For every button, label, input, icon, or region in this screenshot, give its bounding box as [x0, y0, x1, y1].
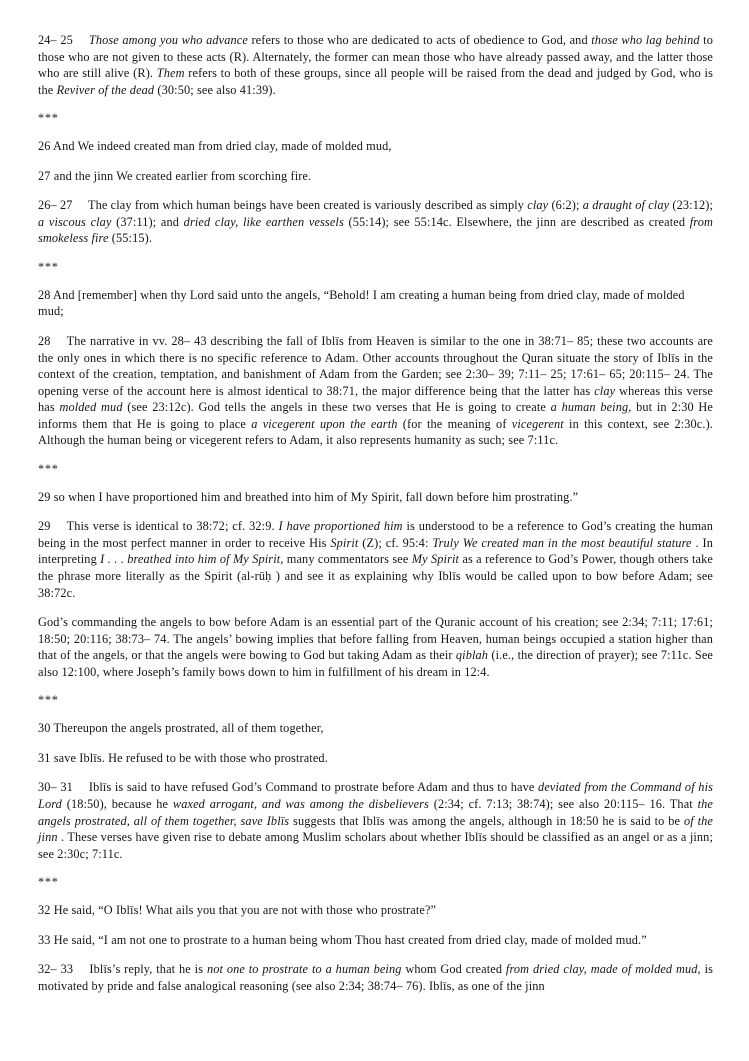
- commentary-paragraph: [38, 961, 713, 994]
- body-text: 33 He said, “I am not one to prostrate to a human being whom Thou hast created from dried clay, made of molded mud.”: [38, 932, 647, 947]
- verse-translation: [38, 138, 713, 155]
- verse-translation: [38, 902, 713, 919]
- body-text: (55:14); see 55:14c. Elsewhere, the jinn are described as created: [343, 214, 690, 229]
- commentary-verse-label: 29: [38, 519, 67, 534]
- body-text: (i.e., the direction of prayer); see 7:11c. See also 12:100, where Joseph’s family bows down to him in fulfillment of his dream in 12:4.: [38, 648, 713, 679]
- body-text: (30:50; see also 41:39).: [154, 82, 276, 97]
- quoted-phrase: of the jinn: [38, 813, 714, 845]
- commentary-verse-label: 28: [38, 334, 67, 349]
- section-separator: ***: [38, 875, 59, 890]
- commentary-verse-label: 30– 31: [38, 780, 89, 795]
- body-text: (2:34; cf. 7:13; 38:74); see also 20:115– 16. That: [428, 796, 698, 811]
- quoted-phrase: Those among you who advance: [88, 33, 248, 47]
- verse-translation: [38, 750, 713, 767]
- commentary-paragraph: [38, 518, 713, 601]
- section-separator: ***: [38, 111, 59, 126]
- body-text: The clay from which human beings have been created is variously described as simply: [87, 198, 528, 213]
- commentary-paragraph: [38, 779, 713, 862]
- quoted-phrase: a human being,: [550, 400, 632, 415]
- body-text: (for the meaning of: [397, 416, 512, 431]
- quoted-phrase: clay: [527, 198, 549, 213]
- body-text: many commentators see: [283, 552, 412, 567]
- commentary-verse-label: 24– 25: [38, 33, 89, 47]
- body-text: The narrative in vv. 28– 43 describing the fall of Iblīs from Heaven is similar to the one in 38:71– 85; these two accounts are the only ones in which there is no specific reference to Adam. Other accounts throughout the Quran situate the story of Iblīs in the context of the creation, temptation, and banishment of Adam from the Garden; see 2:30– 39; 7:11– 25; 17:61– 65; 20:115– 24. The opening verse of the account here is almost identical to 38:71, the major difference being that the latter has: [38, 334, 713, 398]
- quoted-phrase: clay: [594, 383, 616, 398]
- commentary-paragraph: [38, 614, 713, 680]
- verse-translation: [38, 489, 713, 506]
- verse-translation: [38, 287, 713, 320]
- quoted-phrase: dried clay, like earthen vessels: [183, 214, 344, 229]
- quoted-phrase: not one to prostrate to a human being: [206, 962, 402, 977]
- verse-translation: [38, 168, 713, 185]
- body-text: as a reference to God’s Power, though others take the phrase more literally as the Spirit (al-rūḥ ) and see it as explaining why Iblīs would be called upon to bow before Adam; see 38:72c.: [38, 552, 713, 600]
- commentary-paragraph: [38, 197, 713, 247]
- body-text: God’s commanding the angels to bow before Adam is an essential part of the Quranic account of his creation; see 2:34; 7:11; 17:61; 18:50; 20:116; 38:73– 74. The angels’ bowing implies that before falling from Heaven, human beings occupied a station higher than that of the angels, or that the angels were bowing to God but taking Adam as their: [38, 615, 713, 663]
- body-text: 29 so when I have proportioned him and breathed into him of My Spirit, fall down before him prostrating.”: [38, 489, 579, 504]
- commentary-verse-label: 26– 27: [38, 198, 88, 213]
- quoted-phrase: Them: [156, 66, 185, 81]
- quoted-phrase: I have proportioned him: [278, 519, 403, 534]
- body-text: to those who are not given to these acts (R). Alternately, the former can mean those who have already passed away, and the latter those who are still alive (R).: [38, 33, 713, 81]
- quoted-phrase: deviated from the Command of his Lord: [38, 780, 714, 811]
- body-text: refers to both of these groups, since all people will be raised from the dead and judged by God, who is the: [38, 66, 713, 97]
- quoted-phrase: those who lag behind: [591, 33, 700, 47]
- commentary-paragraph: [38, 333, 713, 449]
- quoted-phrase: from dried clay, made of molded mud,: [505, 962, 701, 977]
- body-text: (6:2);: [548, 198, 583, 213]
- body-text: but in 2:30 He informs them that He is going to place: [38, 400, 713, 431]
- body-text: This verse is identical to 38:72; cf. 32:9.: [66, 519, 279, 534]
- quoted-phrase: Spirit: [330, 535, 359, 550]
- quoted-phrase: vicegerent: [511, 416, 564, 431]
- body-text: 27 and the jinn We created earlier from scorching fire.: [38, 168, 312, 183]
- body-text: is motivated by pride and false analogical reasoning (see also 2:34; 38:74– 76). Iblīs, as one of the jinn: [38, 962, 714, 993]
- quoted-phrase: waxed arrogant, and was among the disbelievers: [172, 796, 429, 811]
- body-text: 26 And We indeed created man from dried clay, made of molded mud,: [38, 139, 392, 154]
- body-text: (Z); cf. 95:4:: [358, 535, 433, 550]
- body-text: . In interpreting: [38, 535, 713, 567]
- quoted-phrase: Reviver of the dead: [56, 82, 155, 97]
- body-text: . These verses have given rise to debate among Muslim scholars about whether Iblīs should be classified as an angel or as a jinn; see 2:30c; 7:11c.: [38, 830, 713, 861]
- verse-translation: [38, 720, 713, 737]
- body-text: suggests that Iblīs was among the angels, although in 18:50 he is said to be: [289, 813, 684, 828]
- body-text: 30 Thereupon the angels prostrated, all of them together,: [38, 721, 324, 736]
- body-text: 31 save Iblīs. He refused to be with those who prostrated.: [38, 750, 328, 765]
- body-text: is understood to be a reference to God’s creating the human being in the most perfect manner in order to receive His: [38, 519, 713, 550]
- body-text: whom God created: [401, 962, 506, 977]
- quoted-phrase: a viscous clay: [38, 214, 112, 229]
- quoted-phrase: a vicegerent upon the earth: [251, 416, 398, 431]
- quoted-phrase: from smokeless fire: [38, 214, 713, 246]
- body-text: Iblīs’s reply, that he is: [89, 962, 207, 977]
- quoted-phrase: I . . . breathed into him of My Spirit,: [100, 552, 284, 567]
- page-content: [38, 32, 713, 994]
- section-separator: ***: [38, 461, 59, 476]
- body-text: refers to those who are dedicated to acts of obedience to God, and: [247, 33, 592, 47]
- body-text: (18:50), because he: [61, 796, 173, 811]
- body-text: (37:11); and: [111, 214, 184, 229]
- body-text: 28 And [remember] when thy Lord said unto the angels, “Behold! I am creating a human being from dried clay, made of molded mud;: [38, 287, 685, 319]
- body-text: (55:15).: [108, 231, 153, 246]
- body-text: in this context, see 2:30c.). Although the human being or vicegerent refers to Adam, it also represents humanity as such; see 7:11c.: [38, 416, 713, 448]
- body-text: 32 He said, “O Iblīs! What ails you that you are not with those who prostrate?”: [38, 903, 437, 918]
- body-text: (23:12);: [669, 198, 713, 213]
- body-text: (see 23:12c). God tells the angels in these two verses that He is going to create: [122, 400, 551, 415]
- commentary-verse-label: 32– 33: [38, 962, 90, 977]
- quoted-phrase: Truly We created man in the most beautiful stature: [432, 535, 692, 550]
- verse-translation: [38, 932, 713, 949]
- commentary-paragraph: [38, 32, 713, 98]
- quoted-phrase: qiblah: [455, 648, 489, 663]
- section-separator: ***: [38, 693, 59, 708]
- quoted-phrase: the angels prostrated, all of them together, save Iblīs: [38, 796, 713, 828]
- quoted-phrase: molded mud: [59, 400, 123, 415]
- quoted-phrase: My Spirit: [411, 552, 460, 567]
- body-text: Iblīs is said to have refused God’s Command to prostrate before Adam and thus to have: [88, 780, 539, 795]
- body-text: whereas this verse has: [38, 383, 713, 415]
- section-separator: ***: [38, 259, 59, 274]
- quoted-phrase: a draught of clay: [582, 198, 670, 213]
